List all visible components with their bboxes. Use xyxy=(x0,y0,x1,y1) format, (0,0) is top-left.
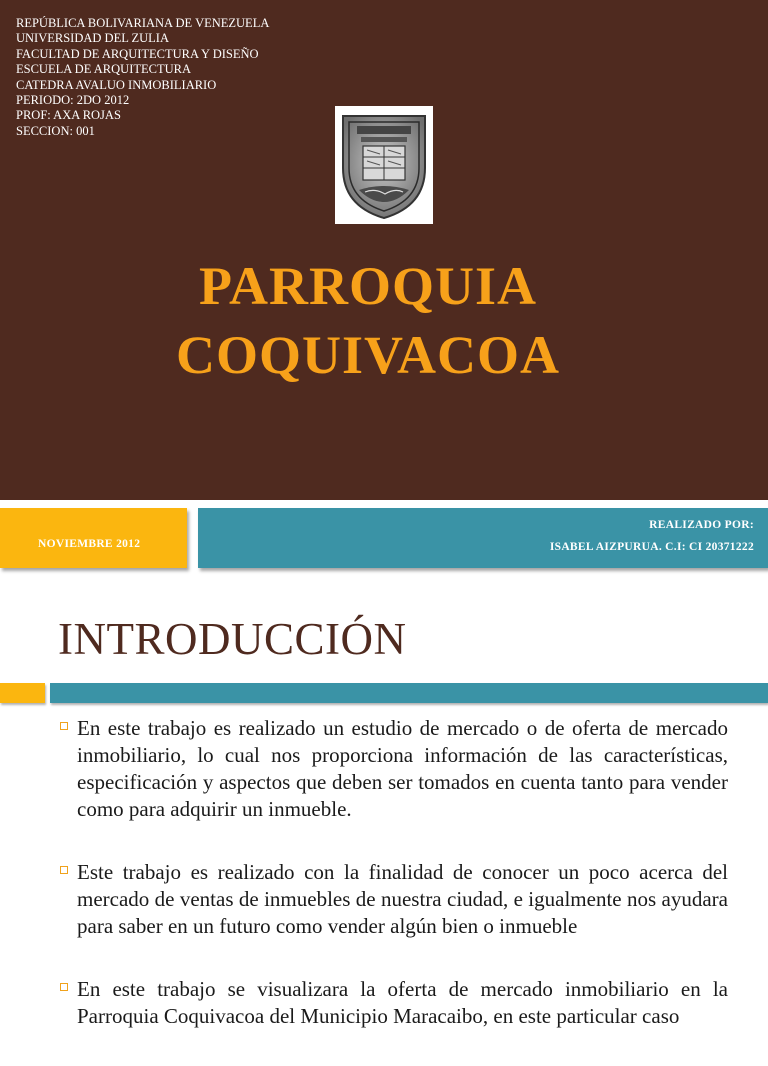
divider xyxy=(0,500,768,507)
header-line: PROF: AXA ROJAS xyxy=(16,108,121,123)
header-line: FACULTAD DE ARQUITECTURA Y DISEÑO xyxy=(16,46,259,61)
bullet-item xyxy=(60,859,728,940)
date-panel xyxy=(0,508,187,568)
bullet-item xyxy=(60,715,728,823)
title-slide xyxy=(0,0,768,500)
bullet-text: En este trabajo es realizado un estudio de mercado o de oferta de mercado inmobiliario, lo cual nos proporciona información de las características, especificación y aspectos que deben ser tomados en cuenta tanto para vender como para adquirir un inmueble. xyxy=(77,716,728,821)
author-name: ISABEL AIZPURUA. C.I: CI 20371222 xyxy=(549,541,754,553)
header-line: PERIODO: 2DO 2012 xyxy=(16,93,130,108)
introduction-slide xyxy=(0,577,768,1028)
presentation-title-line1: PARROQUIA xyxy=(199,256,537,316)
bullet-list xyxy=(60,715,728,1066)
header-line: CATEDRA AVALUO INMOBILIARIO xyxy=(16,77,217,92)
bullet-text: En este trabajo se visualizara la oferta de mercado inmobiliario en la Parroquia Coquivacoa del Municipio Maracaibo, en este particular caso xyxy=(77,977,728,1028)
presentation-title-line2: COQUIVACOA xyxy=(175,325,561,385)
accent-bar-yellow xyxy=(0,683,45,703)
institution-header xyxy=(16,16,269,139)
square-bullet-icon xyxy=(60,983,68,991)
header-line: REPÚBLICA BOLIVARIANA DE VENEZUELA xyxy=(16,16,270,30)
square-bullet-icon xyxy=(60,722,68,730)
bullet-item xyxy=(60,976,728,1030)
bullet-text: Este trabajo es realizado con la finalidad de conocer un poco acerca del mercado de ventas de inmuebles de nuestra ciudad, e igualmente nos ayudara para saber en un futuro como vender algún bien o inmueble xyxy=(77,860,728,938)
date-label: NOVIEMBRE 2012 xyxy=(38,538,141,550)
accent-bar-teal xyxy=(50,683,768,703)
header-line: ESCUELA DE ARQUITECTURA xyxy=(16,62,191,77)
author-heading: REALIZADO POR: xyxy=(649,519,754,531)
slide-title: INTRODUCCIÓN xyxy=(58,614,407,664)
university-seal-icon xyxy=(335,106,433,224)
square-bullet-icon xyxy=(60,866,68,874)
header-line: SECCION: 001 xyxy=(16,123,95,138)
author-panel xyxy=(198,508,768,568)
header-line: UNIVERSIDAD DEL ZULIA xyxy=(16,31,169,46)
